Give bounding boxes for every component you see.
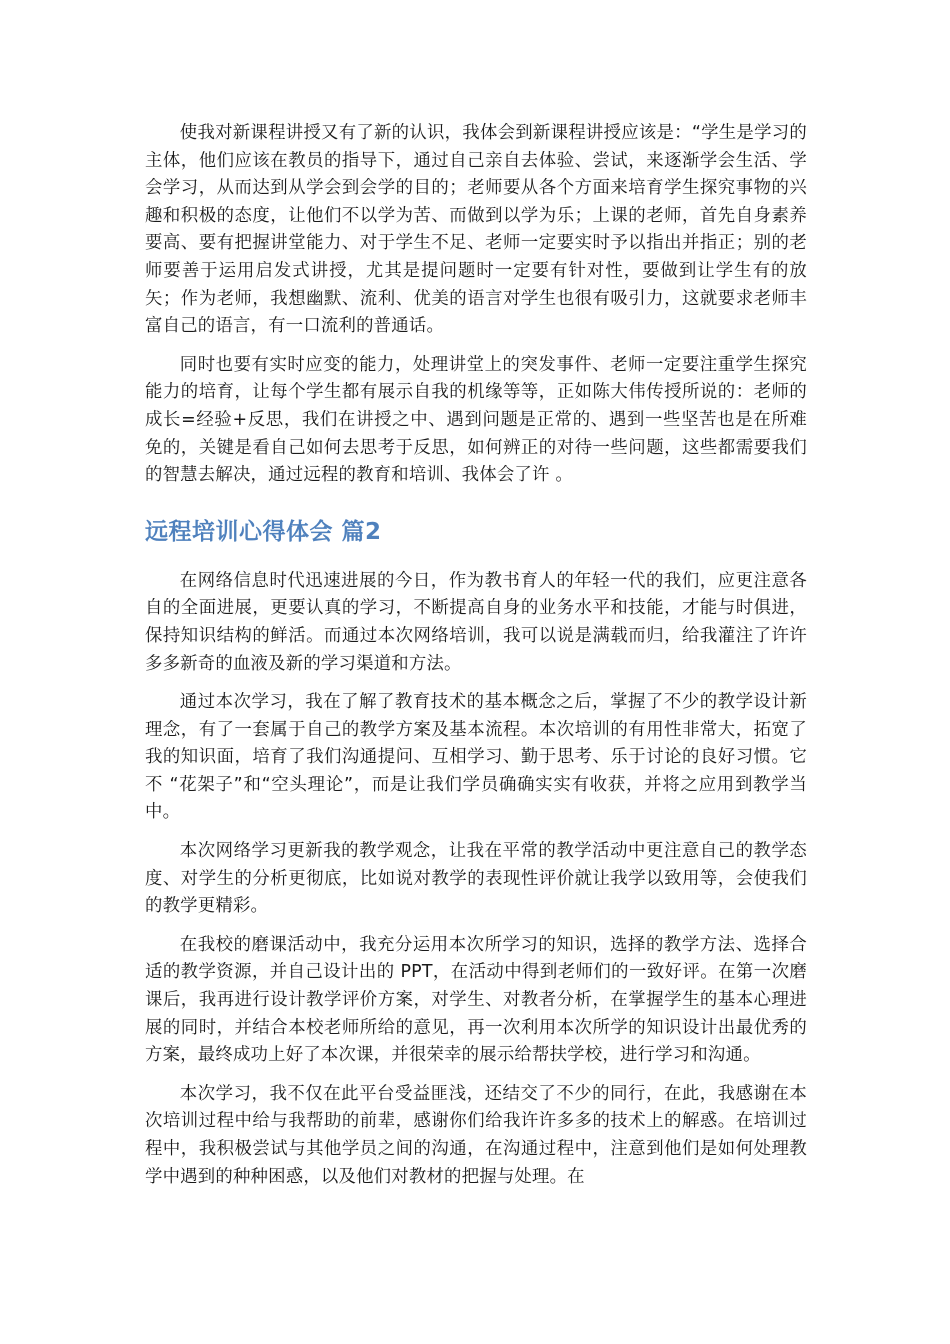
section-heading: 远程培训心得体会 篇2 <box>145 518 382 545</box>
body-paragraph: 本次学习，我不仅在此平台受益匪浅，还结交了不少的同行，在此，我感谢在本次培训过程中给与我帮助的前辈，感谢你们给我许许多多的技术上的解惑。在培训过程中，我积极尝试与其他学员之间的沟通，在沟通过程中，注意到他们是如何处理教学中遇到的种种困惑，以及他们对教材的把握与处理。在 <box>145 1083 807 1187</box>
body-paragraph: 本次网络学习更新我的教学观念，让我在平常的教学活动中更注意自己的教学态度、对学生的分析更彻底，比如说对教学的表现性评价就让我学以致用等，会使我们的教学更精彩。 <box>145 841 807 917</box>
body-paragraph: 使我对新课程讲授又有了新的认识，我体会到新课程讲授应该是：“学生是学习的主体，他们应该在教员的指导下，通过自己亲自去体验、尝试，来逐渐学会生活、学会学习，从而达到从学会到会学的目的；老师要从各个方面来培育学生探究事物的兴趣和积极的态度，让他们不以学为苦、而做到以学为乐；上课的老师，首先自身素养要高、要有把握讲堂能力、对于学生不足、老师一定要实时予以指出并指正；别的老师要善于运用启发式讲授，尤其是提问题时一定要有针对性，要做到让学生有的放矢；作为老师，我想幽默、流利、优美的语言对学生也很有吸引力，这就要求老师丰富自己的语言，有一口流利的普通话。 <box>145 123 807 337</box>
document-page <box>145 120 807 1191</box>
body-paragraph: 通过本次学习，我在了解了教育技术的基本概念之后，掌握了不少的教学设计新理念，有了一套属于自己的教学方案及基本流程。本次培训的有用性非常大，拓宽了我的知识面，培育了我们沟通提问、互相学习、勤于思考、乐于讨论的良好习惯。它不 “花架子”和“空头理论”，而是让我们学员确确实实有收获，并将之应用到教学当中。 <box>145 692 807 823</box>
body-paragraph: 在网络信息时代迅速进展的今日，作为教书育人的年轻一代的我们，应更注意各自的全面进展，更要认真的学习，不断提高自身的业务水平和技能，才能与时俱进，保持知识结构的鲜活。而通过本次网络培训，我可以说是满载而归，给我灌注了许许多多新奇的血液及新的学习渠道和方法。 <box>145 570 807 674</box>
body-paragraph: 在我校的磨课活动中，我充分运用本次所学习的知识，选择的教学方法、选择合适的教学资源，并自己设计出的 PPT，在活动中得到老师们的一致好评。在第一次磨课后，我再进行设计教学评价方案，对学生、对教者分析，在掌握学生的基本心理进展的同时，并结合本校老师所给的意见，再一次利用本次所学的知识设计出最优秀的方案，最终成功上好了本次课，并很荣幸的展示给帮扶学校，进行学习和沟通。 <box>145 934 807 1066</box>
body-paragraph: 同时也要有实时应变的能力，处理讲堂上的突发事件、老师一定要注重学生探究能力的培育，让每个学生都有展示自我的机缘等等，正如陈大伟传授所说的：老师的成长=经验+反思，我们在讲授之中、遇到问题是正常的、遇到一些坚苦也是在所难免的，关键是看自己如何去思考于反思，如何辨正的对待一些问题，这些都需要我们的智慧去解决，通过远程的教育和培训、我体会了许 。 <box>145 354 807 486</box>
